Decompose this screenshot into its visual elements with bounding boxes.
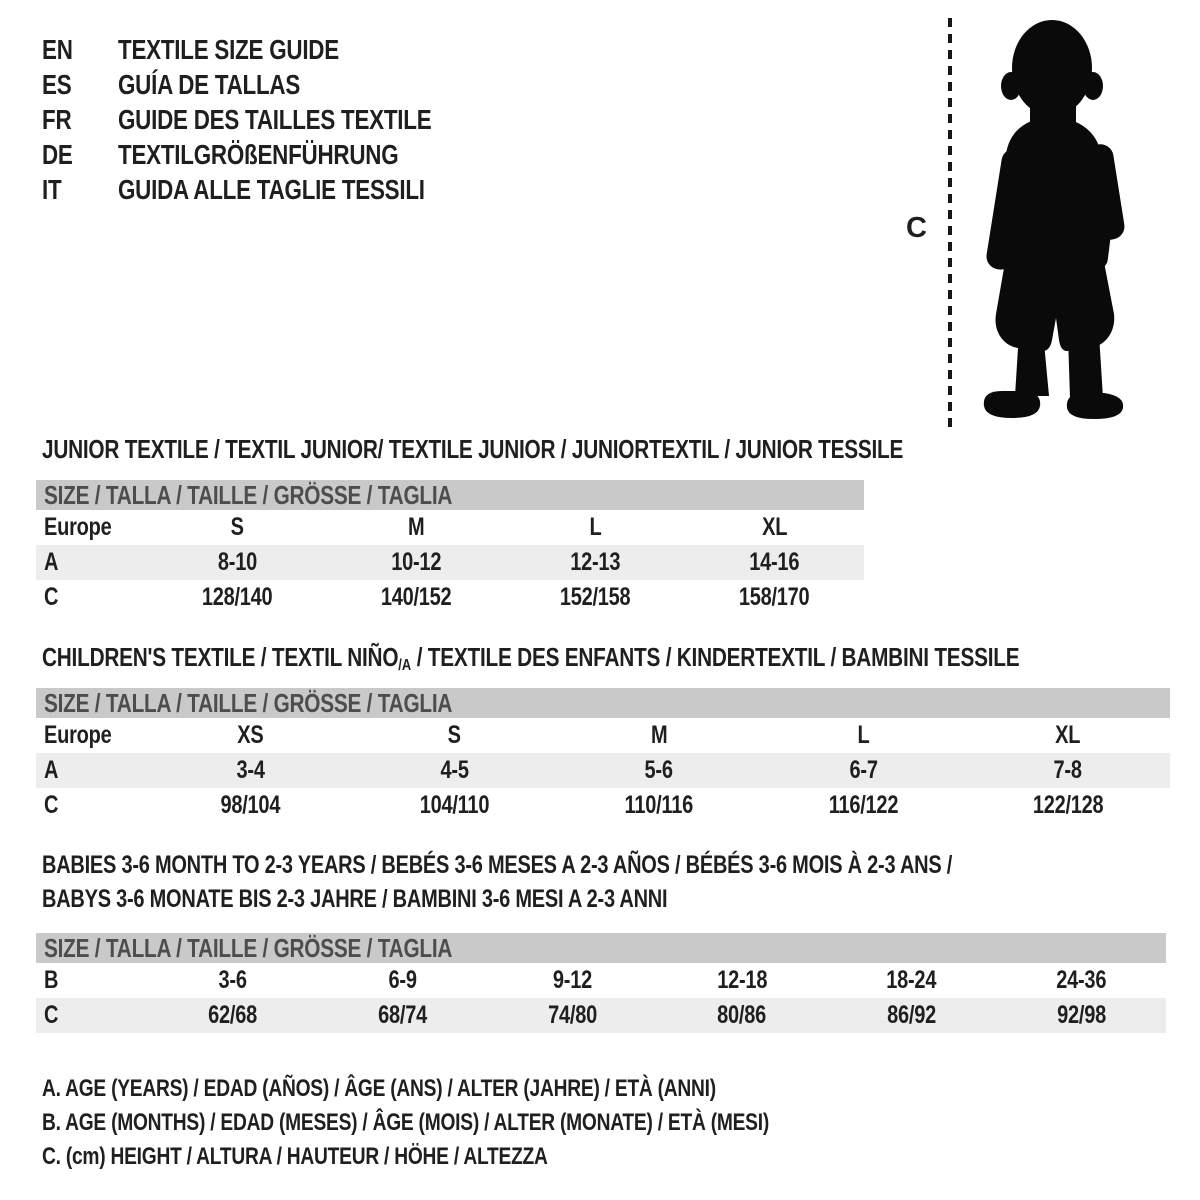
language-row-de [42, 137, 510, 172]
children-size-table [36, 688, 1170, 823]
junior-section-heading: JUNIOR TEXTILE / TEXTIL JUNIOR/ TEXTILE JUNIOR / JUNIORTEXTIL / JUNIOR TESSILE [42, 434, 904, 464]
language-row-fr [42, 102, 510, 137]
babies-size-table [36, 933, 1166, 1033]
table-row-age-years: A 3-4 4-5 5-6 6-7 7-8 [36, 753, 1170, 788]
table-row-height-cm: C 128/140 140/152 152/158 158/170 [44, 583, 810, 611]
table-row-height-cm: C 62/68 68/74 74/80 80/86 86/92 92/98 [36, 998, 1166, 1033]
legend-line-a: A. AGE (YEARS) / EDAD (AÑOS) / ÂGE (ANS) / ALTER (JAHRE) / ETÀ (ANNI) [42, 1075, 716, 1102]
toddler-silhouette-icon [972, 14, 1142, 426]
guide-title-it: GUIDA ALLE TAGLIE TESSILI [118, 173, 425, 205]
babies-heading-line1: BABIES 3-6 MONTH TO 2-3 YEARS / BEBÉS 3-6 MESES A 2-3 AÑOS / BÉBÉS 3-6 MOIS À 2-3 ANS / [42, 851, 953, 879]
size-header-bar: SIZE / TALLA / TAILLE / GRÖSSE / TAGLIA [36, 688, 1170, 718]
guide-title-es: GUÍA DE TALLAS [118, 68, 301, 100]
height-measure-label: C [906, 212, 927, 244]
height-measure-dashed-line [948, 18, 952, 430]
table-row-europe: Europe XS S M L XL [44, 721, 1081, 749]
size-header-bar: SIZE / TALLA / TAILLE / GRÖSSE / TAGLIA [36, 480, 864, 510]
table-row-europe: Europe S M L XL [44, 513, 788, 541]
language-code: DE [42, 138, 73, 170]
language-code: IT [42, 173, 62, 205]
children-section-heading: CHILDREN'S TEXTILE / TEXTIL $NIÑO_{/A}$ / TEXTILE DES ENFANTS / KINDERTEXTIL / BAMBINI TESSILE [42, 642, 1020, 675]
guide-title-fr: GUIDE DES TAILLES TEXTILE [118, 103, 432, 135]
legend-line-c: C. (cm) HEIGHT / ALTURA / HAUTEUR / HÖHE / ALTEZZA [42, 1143, 548, 1170]
table-row-age-years: A 8-10 10-12 12-13 14-16 [36, 545, 864, 580]
legend-line-b: B. AGE (MONTHS) / EDAD (MESES) / ÂGE (MOIS) / ALTER (MONATE) / ETÀ (MESI) [42, 1109, 769, 1136]
table-row-height-cm: C 98/104 104/110 110/116 116/122 122/128 [44, 791, 1104, 819]
language-row-en [42, 32, 510, 67]
guide-title-en: TEXTILE SIZE GUIDE [118, 33, 339, 65]
language-row-it [42, 172, 510, 207]
language-row-es [42, 67, 510, 102]
language-code: FR [42, 103, 72, 135]
language-code: ES [42, 68, 72, 100]
table-row-age-months: B 3-6 6-9 9-12 12-18 18-24 24-36 [44, 966, 1107, 994]
measure-legend [42, 1072, 951, 1174]
language-title-list [42, 32, 510, 207]
babies-heading-line2: BABYS 3-6 MONATE BIS 2-3 JAHRE / BAMBINI 3-6 MESI A 2-3 ANNI [42, 885, 668, 913]
size-header-bar: SIZE / TALLA / TAILLE / GRÖSSE / TAGLIA [36, 933, 1166, 963]
junior-size-table [36, 480, 864, 615]
babies-section-heading [42, 848, 1180, 916]
language-code: EN [42, 33, 73, 65]
guide-title-de: TEXTILGRÖßENFÜHRUNG [118, 138, 399, 170]
